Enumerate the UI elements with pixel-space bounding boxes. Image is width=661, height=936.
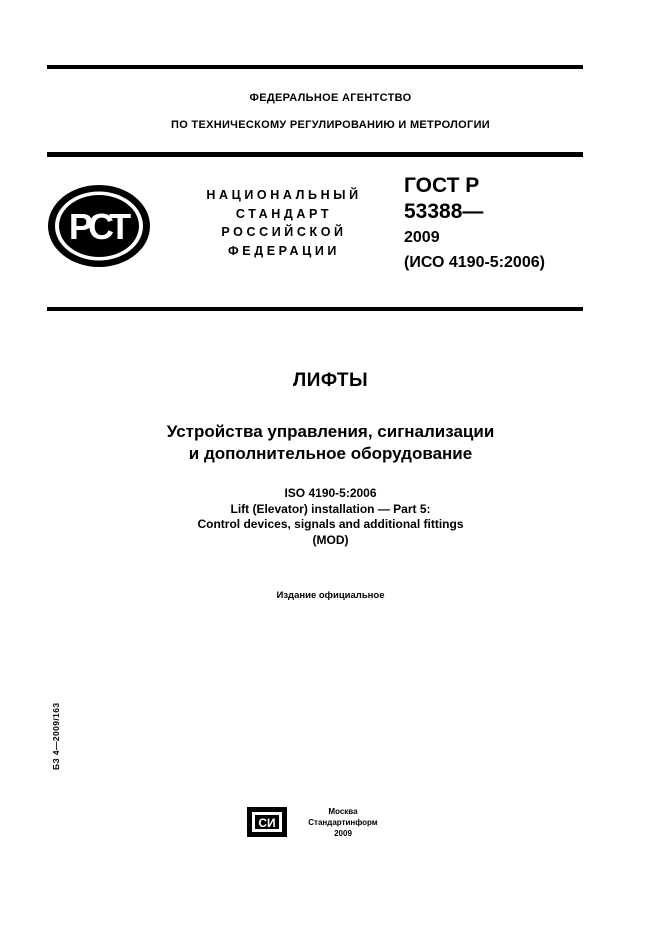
- designation-line-3: 2009: [404, 229, 440, 246]
- standard-designation: [404, 173, 545, 274]
- subtitle-line-2: и дополнительное оборудование: [188, 444, 473, 463]
- agency-line-2: ПО ТЕХНИЧЕСКОМУ РЕГУЛИРОВАНИЮ И МЕТРОЛОГИИ: [171, 119, 490, 131]
- iso-reference-line-3: Control devices, signals and additional fittings: [197, 517, 464, 531]
- designation-line-4: (ИСО 4190-5:2006): [404, 254, 545, 271]
- side-note: БЗ 4—2009/163: [51, 702, 61, 770]
- iso-reference-line-2: Lift (Elevator) installation — Part 5:: [230, 501, 431, 516]
- designation-line-1: ГОСТ Р: [404, 174, 480, 197]
- header-rule: [47, 152, 583, 157]
- subtitle-line-1: Устройства управления, сигнализации: [166, 422, 495, 441]
- publisher-city: Москва: [328, 807, 358, 816]
- document-title: ЛИФТЫ: [292, 370, 369, 391]
- national-standard-line-3: РОССИЙСКОЙ: [221, 225, 347, 239]
- designation-line-2: 53388—: [404, 200, 484, 223]
- rst-emblem-icon: [46, 183, 152, 269]
- agency-line-1: ФЕДЕРАЛЬНОЕ АГЕНТСТВО: [249, 92, 412, 104]
- standartinform-logo-letters: СИ: [258, 816, 276, 830]
- edition-label: Издание официальное: [276, 590, 385, 601]
- middle-rule: [47, 307, 583, 311]
- national-standard-line-2: СТАНДАРТ: [235, 206, 333, 221]
- publisher-year: 2009: [334, 829, 352, 838]
- iso-reference-line-4: (MOD): [312, 532, 349, 547]
- iso-reference: [0, 486, 661, 548]
- publisher-info: [298, 806, 388, 839]
- national-standard-line-1: НАЦИОНАЛЬНЫЙ: [206, 188, 362, 202]
- rst-emblem-letters: РСТ: [68, 206, 128, 247]
- standartinform-logo-icon: [246, 806, 288, 838]
- national-standard-line-4: ФЕДЕРАЦИИ: [227, 243, 340, 258]
- top-rule: [47, 65, 583, 69]
- publisher-name: Стандартинформ: [308, 818, 378, 827]
- iso-reference-line-1: ISO 4190-5:2006: [284, 486, 377, 500]
- document-subtitle: [0, 421, 661, 465]
- national-standard-label: [196, 186, 372, 260]
